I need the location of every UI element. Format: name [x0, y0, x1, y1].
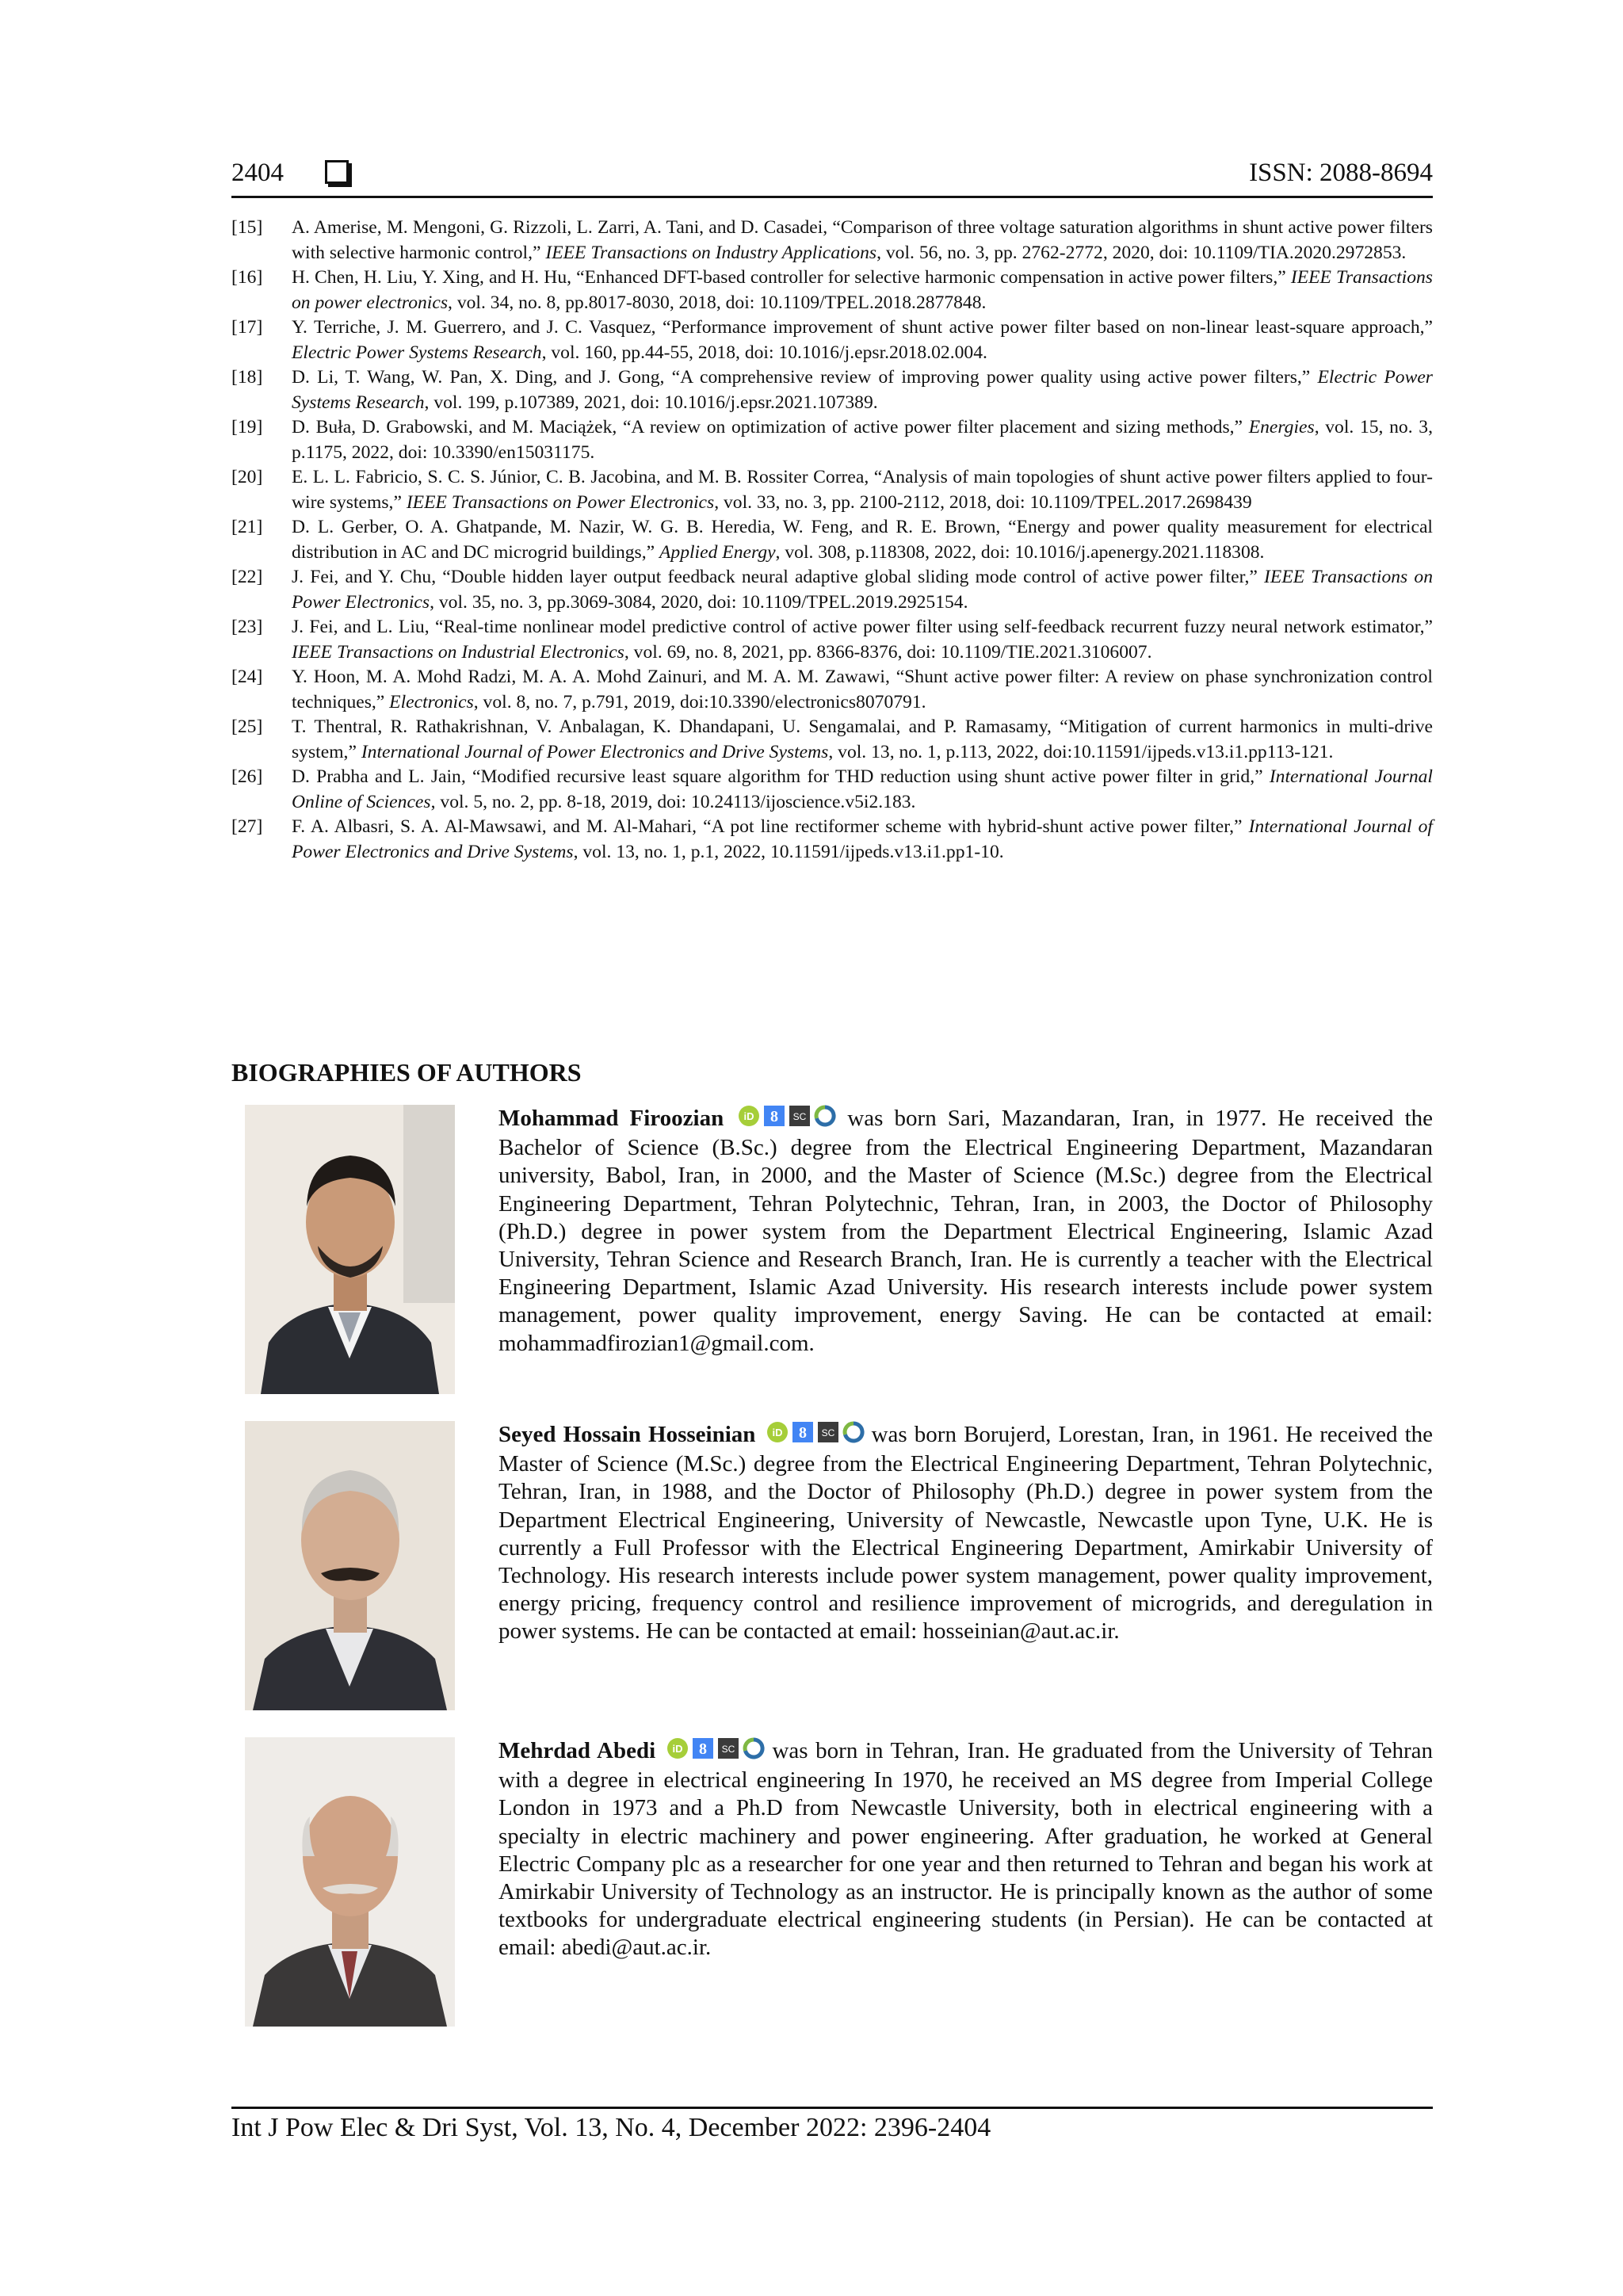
author-photo — [245, 1105, 455, 1394]
svg-text:iD: iD — [772, 1427, 782, 1438]
author-photo — [245, 1421, 455, 1710]
author-name: Mehrdad Abedi — [498, 1738, 656, 1763]
issn-label: ISSN: 2088-8694 — [1249, 159, 1433, 187]
orcid-icon[interactable] — [766, 1421, 789, 1450]
reference-item: [26] D. Prabha and L. Jain, “Modified recursive least square algorithm for THD reduction using shunt active power filter in grid,” International Journal Online of Sciences, vol. 5, no. 2, pp. 8-18, 2019, doi: 10.24113/ijoscience.v5i2.183. — [231, 766, 1433, 812]
publons-icon[interactable] — [842, 1421, 865, 1450]
page-header — [231, 152, 1433, 192]
author-bio-body: was born Borujerd, Lorestan, Iran, in 1961. He received the Master of Science (M.Sc.) degree from the Electrical Engineering Department, Tehran Polytechnic, Tehran, Iran, in 1988, and the Doctor of Philosophy (Ph.D.) degree in power system from the Department Electrical Engineering, University of Newcastle, Newcastle upon Tyne, U.K. He is currently a Full Professor with the Electrical Engineering Department, Amirkabir University of Technology. His research interests include power system management, power quality improvement, energy pricing, frequency control and resilience improvement of microgrids, and deregulation in power systems. He can be contacted at email: hosseinian@aut.ac.ir. — [498, 1422, 1434, 1645]
reference-item: [22] J. Fei, and Y. Chu, “Double hidden layer output feedback neural adaptive global sliding mode control of active power filter,” IEEE Transactions on Power Electronics, vol. 35, no. 3, pp.3069-3084, 2020, doi: 10.1109/TPEL.2019.2925154. — [231, 567, 1433, 613]
reference-item: [20] E. L. L. Fabricio, S. C. S. Júnior, C. B. Jacobina, and M. B. Rossiter Correa, “Analysis of main topologies of shunt active power filters applied to four-wire systems,” IEEE Transactions on Power Electronics, vol. 33, no. 3, pp. 2100-2112, 2018, doi: 10.1109/TPEL.2017.2698439 — [231, 467, 1433, 513]
author-bio-text — [498, 1421, 1433, 1646]
author-bio-text — [498, 1105, 1433, 1358]
reference-item: [15] A. Amerise, M. Mengoni, G. Rizzoli, L. Zarri, A. Tani, and D. Casadei, “Comparison of three voltage saturation algorithms in shunt active power filters with selective harmonic control,” IEEE Transactions on Industry Applications, vol. 56, no. 3, pp. 2762-2772, 2020, doi: 10.1109/TIA.2020.2972853. — [231, 217, 1433, 263]
reference-item: [18] D. Li, T. Wang, W. Pan, X. Ding, and J. Gong, “A comprehensive review of improving power quality using active power filters,” Electric Power Systems Research, vol. 199, p.107389, 2021, doi: 10.1016/j.epsr.2021.107389. — [231, 367, 1433, 413]
page-number: 2404 — [231, 159, 284, 187]
svg-text:iD: iD — [743, 1110, 754, 1122]
reference-item: [17] Y. Terriche, J. M. Guerrero, and J. C. Vasquez, “Performance improvement of shunt active power filter based on non-linear least-square approach,” Electric Power Systems Research, vol. 160, pp.44-55, 2018, doi: 10.1016/j.epsr.2018.02.004. — [231, 317, 1433, 363]
author-bio-body: was born Sari, Mazandaran, Iran, in 1977. He received the Bachelor of Science (B.Sc.) degree from the Electrical Engineering Department, Mazandaran university, Babol, Iran, in 2000, and the Master of Science (M.Sc.) degree from the Electrical Engineering Department, Tehran Polytechnic, Tehran, Iran, in 2003, the Doctor of Philosophy (Ph.D.) degree in power system from the Department Electrical Engineering, Islamic Azad University, Tehran Science and Research Branch, Iran. He is currently a teacher with the Electrical Engineering Department, Islamic Azad University. His research interests include power system management, power quality improvement, energy Saving. He can be contacted at email: mohammadfirozian1@gmail.com. — [498, 1106, 1433, 1356]
reference-list — [231, 216, 1433, 865]
orcid-icon[interactable] — [738, 1105, 760, 1134]
reference-item: [25] T. Thentral, R. Rathakrishnan, V. Anbalagan, K. Dhandapani, U. Sengamalai, and P. Ramasamy, “Mitigation of current harmonics in multi-drive system,” International Journal of Power Electronics and Drive Systems, vol. 13, no. 1, p.113, 2022, doi:10.11591/ijpeds.v13.i1.pp113-121. — [231, 716, 1433, 762]
publons-icon[interactable] — [814, 1105, 836, 1134]
svg-text:SC: SC — [792, 1111, 807, 1122]
reference-item: [21] D. L. Gerber, O. A. Ghatpande, M. Nazir, W. G. B. Heredia, W. Feng, and R. E. Brown, “Energy and power quality measurement for electrical distribution in AC and DC microgrid buildings,” Applied Energy, vol. 308, p.118308, 2022, doi: 10.1016/j.apenergy.2021.118308. — [231, 517, 1433, 563]
reference-item: [27] F. A. Albasri, S. A. Al-Mawsawi, and M. Al-Mahari, “A pot line rectiformer scheme with hybrid-shunt active power filter,” International Journal of Power Electronics and Drive Systems, vol. 13, no. 1, p.1, 2022, 10.11591/ijpeds.v13.i1.pp1-10. — [231, 816, 1433, 862]
footer-citation: Int J Pow Elec & Dri Syst, Vol. 13, No. 4, December 2022: 2396-2404 — [231, 2113, 991, 2142]
google-scholar-icon[interactable] — [792, 1421, 814, 1450]
reference-item: [24] Y. Hoon, M. A. Mohd Radzi, M. A. A. Mohd Zainuri, and M. A. M. Zawawi, “Shunt active power filter: A review on phase synchronization control techniques,” Electronics, vol. 8, no. 7, p.791, 2019, doi:10.3390/electronics8070791. — [231, 667, 1433, 712]
reference-item: [19] D. Buła, D. Grabowski, and M. Maciążek, “A review on optimization of active power filter placement and sizing methods,” Energies, vol. 15, no. 3, p.1175, 2022, doi: 10.3390/en15031175. — [231, 417, 1433, 463]
author-bio-text — [498, 1737, 1433, 1962]
google-scholar-icon[interactable] — [692, 1737, 714, 1767]
author-bio-body: was born in Tehran, Iran. He graduated from the University of Tehran with a degree in electrical engineering In 1970, he received an MS degree from Imperial College London in 1973 and a Ph.D from Newcastle University, both in electrical engineering with a specialty in electric machinery and power engineering. After graduation, he worked at General Electric Company plc as a researcher for one year and then returned to Tehran and began his work at Amirkabir University of Technology as an instructor. He is principally known as the author of some textbooks for undergraduate electrical engineering students (in Persian). He can be contacted at email: abedi@aut.ac.ir. — [498, 1738, 1434, 1961]
svg-text:iD: iD — [672, 1743, 683, 1755]
checkbox-square-icon — [325, 160, 349, 184]
footer-divider — [231, 2107, 1433, 2109]
svg-text:SC: SC — [721, 1744, 735, 1755]
reference-item: [23] J. Fei, and L. Liu, “Real-time nonlinear model predictive control of active power filter using self-feedback recurrent fuzzy neural network estimator,” IEEE Transactions on Industrial Electronics, vol. 69, no. 8, 2021, pp. 8366-8376, doi: 10.1109/TIE.2021.3106007. — [231, 617, 1433, 663]
google-scholar-icon[interactable] — [763, 1105, 785, 1134]
author-name: Mohammad Firoozian — [498, 1106, 724, 1131]
biographies-heading: BIOGRAPHIES OF AUTHORS — [231, 1058, 582, 1087]
author-name: Seyed Hossain Hosseinian — [498, 1422, 756, 1447]
scopus-icon[interactable] — [817, 1421, 839, 1450]
reference-item: [16] H. Chen, H. Liu, Y. Xing, and H. Hu, “Enhanced DFT-based controller for selective harmonic compensation in active power filters,” IEEE Transactions on power electronics, vol. 34, no. 8, pp.8017-8030, 2018, doi: 10.1109/TPEL.2018.2877848. — [231, 267, 1433, 313]
author-photo — [245, 1737, 455, 2027]
svg-text:8: 8 — [698, 1740, 707, 1758]
header-divider — [231, 196, 1433, 198]
svg-text:8: 8 — [798, 1424, 807, 1442]
publons-icon[interactable] — [743, 1737, 765, 1767]
scopus-icon[interactable] — [717, 1737, 739, 1767]
svg-text:8: 8 — [770, 1108, 779, 1125]
svg-text:SC: SC — [821, 1427, 834, 1438]
scopus-icon[interactable] — [789, 1105, 811, 1134]
orcid-icon[interactable] — [666, 1737, 689, 1767]
